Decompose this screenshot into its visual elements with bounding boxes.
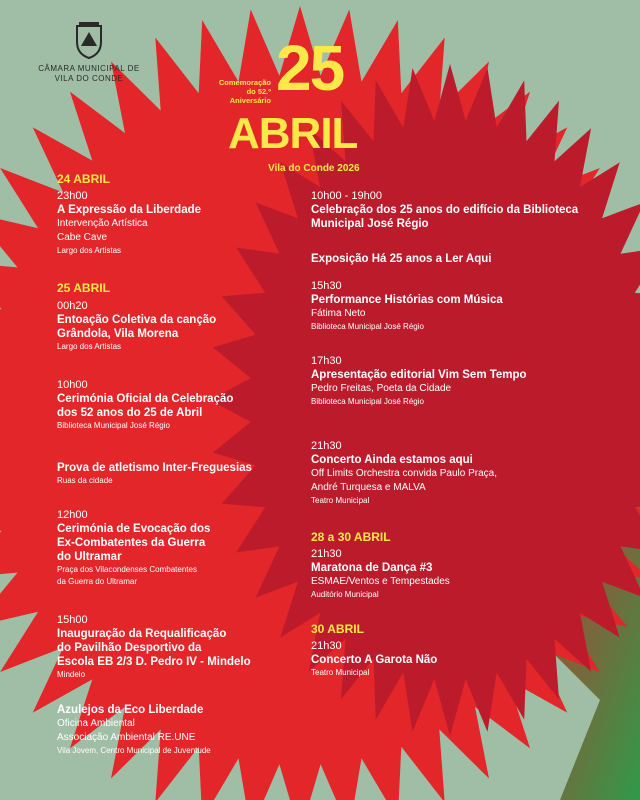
event-subtitle: Off Limits Orchestra convida Paulo Praça, xyxy=(311,468,498,479)
event-title: do Ultramar xyxy=(57,551,122,563)
event-place: Largo dos Artistas xyxy=(57,342,122,351)
event-place: Praça dos Vilacondenses Combatentes xyxy=(57,565,197,574)
event-title: Municipal José Régio xyxy=(311,218,429,230)
event-title: Inauguração da Requalificação xyxy=(57,628,227,640)
event-title: Maratona de Dança #3 xyxy=(311,562,433,574)
event-time: 21h30 xyxy=(311,440,342,452)
headline-day: 25 xyxy=(276,32,344,104)
event-subtitle: Oficina Ambiental xyxy=(57,718,135,729)
event-item xyxy=(311,548,631,601)
event-item xyxy=(57,300,337,353)
event-time: 21h30 xyxy=(311,548,342,560)
edition-label: Vila do Conde 2026 xyxy=(268,163,360,174)
event-title: Performance Histórias com Música xyxy=(311,294,503,306)
event-item xyxy=(311,280,631,333)
event-title: Prova de atletismo Inter-Freguesias xyxy=(57,462,252,474)
event-item xyxy=(57,461,337,487)
date-heading: 25 ABRIL xyxy=(57,281,110,295)
date-heading: 24 ABRIL xyxy=(57,172,110,186)
event-title: Ex-Combatentes da Guerra xyxy=(57,537,206,549)
headline-month: ABRIL xyxy=(228,109,358,158)
event-subtitle: Fátima Neto xyxy=(311,308,366,319)
event-title: dos 52 anos do 25 de Abril xyxy=(57,407,203,419)
event-place: Ruas da cidade xyxy=(57,476,113,485)
event-title: Cerimónia de Evocação dos xyxy=(57,523,211,535)
event-time: 21h30 xyxy=(311,640,342,652)
event-title: Celebração dos 25 anos do edifício da Biblioteca xyxy=(311,204,579,216)
event-item xyxy=(57,614,337,681)
event-time: 10h00 xyxy=(57,379,88,391)
event-time: 10h00 - 19h00 xyxy=(311,190,382,202)
event-time: 00h20 xyxy=(57,300,88,312)
commemoration-label: Comemoração do 52.º Aniversário xyxy=(218,78,271,105)
event-subtitle: ESMAE/Ventos e Tempestades xyxy=(311,576,450,587)
event-place: da Guerra do Ultramar xyxy=(57,577,138,586)
event-place: Mindelo xyxy=(57,670,86,679)
event-item xyxy=(311,190,631,231)
date-heading: 28 a 30 ABRIL xyxy=(311,530,391,544)
event-time: 17h30 xyxy=(311,355,342,367)
event-place: Biblioteca Municipal José Régio xyxy=(311,397,424,406)
event-place: Biblioteca Municipal José Régio xyxy=(57,421,170,430)
event-title: Apresentação editorial Vim Sem Tempo xyxy=(311,369,527,381)
event-title: Grândola, Vila Morena xyxy=(57,328,179,340)
event-title: Entoação Coletiva da canção xyxy=(57,314,217,326)
event-title: do Pavilhão Desportivo da xyxy=(57,642,202,654)
event-place: Vila Jovem, Centro Municipal de Juventude xyxy=(57,746,211,755)
event-title: A Expressão da Liberdade xyxy=(57,204,202,216)
event-subtitle: André Turquesa e MALVA xyxy=(311,482,426,493)
event-subtitle: Intervenção Artística xyxy=(57,218,148,229)
coat-of-arms-icon xyxy=(69,20,109,60)
event-item xyxy=(57,190,337,257)
event-time: 12h00 xyxy=(57,509,88,521)
event-time: 15h00 xyxy=(57,614,88,626)
event-item xyxy=(311,440,631,507)
event-title: Concerto Ainda estamos aqui xyxy=(311,454,473,466)
event-time: 15h30 xyxy=(311,280,342,292)
event-item xyxy=(311,252,631,266)
event-place: Largo dos Artistas xyxy=(57,246,122,255)
event-title: Cerimónia Oficial da Celebração xyxy=(57,393,234,405)
event-subtitle: Pedro Freitas, Poeta da Cidade xyxy=(311,383,452,394)
event-item xyxy=(57,509,337,588)
event-place: Teatro Municipal xyxy=(311,668,370,677)
event-time: 23h00 xyxy=(57,190,88,202)
event-item xyxy=(57,703,337,757)
event-place: Teatro Municipal xyxy=(311,496,370,505)
municipality-logo xyxy=(34,20,144,84)
event-title: Exposição Há 25 anos a Ler Aqui xyxy=(311,253,492,265)
event-subtitle: Cabe Cave xyxy=(57,232,108,243)
organization-name: CÂMARA MUNICIPAL DE VILA DO CONDE xyxy=(38,64,140,83)
event-title: Escola EB 2/3 D. Pedro IV - Mindelo xyxy=(57,656,251,668)
event-place: Auditório Municipal xyxy=(311,590,379,599)
event-item xyxy=(57,379,337,432)
date-heading: 30 ABRIL xyxy=(311,622,364,636)
event-item xyxy=(311,640,631,679)
event-title: Concerto A Garota Não xyxy=(311,654,438,666)
event-place: Biblioteca Municipal José Régio xyxy=(311,322,424,331)
event-subtitle: Associação Ambiental RE.UNE xyxy=(57,732,196,743)
event-title: Azulejos da Eco Liberdade xyxy=(57,704,204,716)
event-item xyxy=(311,355,631,408)
